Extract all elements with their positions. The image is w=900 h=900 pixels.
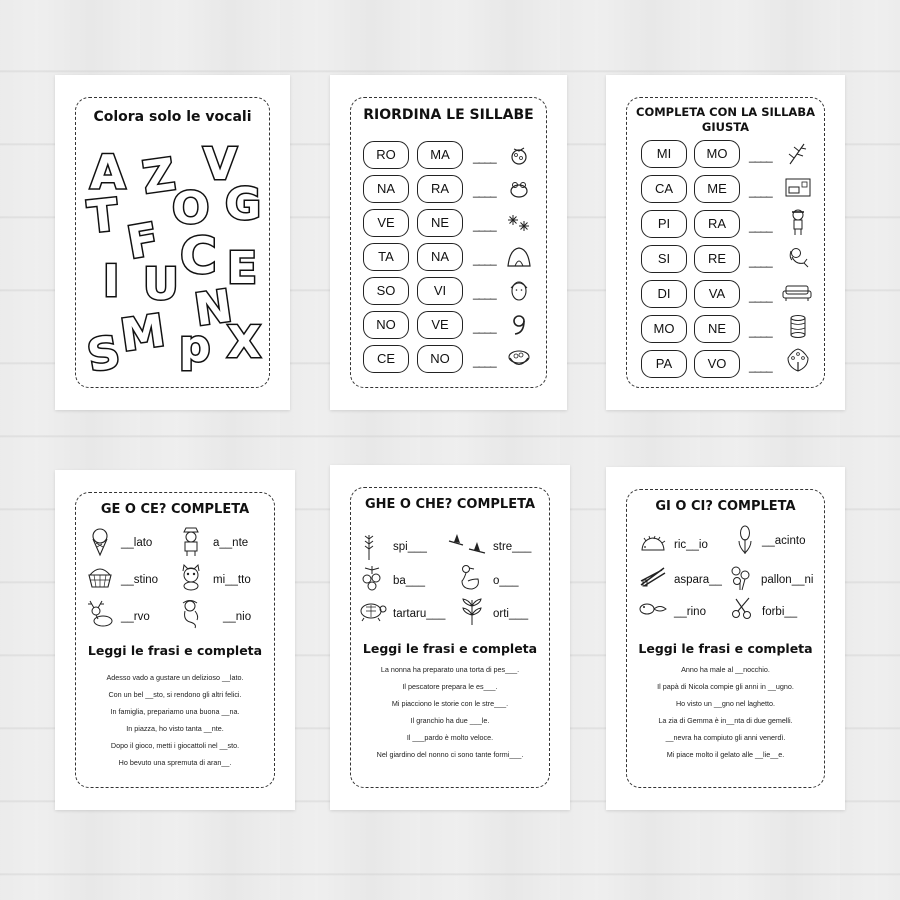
coins-icon bbox=[787, 313, 809, 341]
room-icon bbox=[784, 175, 812, 199]
word-to-complete: forbi__ bbox=[762, 606, 798, 618]
worksheet-ghe-che bbox=[330, 465, 570, 810]
sentence: Il papà di Nicola compie gli anni in __ugno. bbox=[657, 682, 794, 691]
sentence: Adesso vado a gustare un delizioso __lato. bbox=[106, 673, 244, 682]
answer-blank: ____ bbox=[473, 218, 496, 232]
bubble-letter: E bbox=[227, 243, 258, 294]
syllable-tile: RA bbox=[694, 210, 740, 238]
section-subtitle: Leggi le frasi e completa bbox=[638, 641, 813, 656]
answer-blank: ____ bbox=[473, 184, 496, 198]
sentence: Anno ha male al __nocchio. bbox=[681, 665, 770, 674]
genie-icon bbox=[177, 598, 205, 630]
syllable-tile: RO bbox=[363, 141, 409, 169]
sentence: La nonna ha preparato una torta di pes___. bbox=[380, 665, 520, 674]
bubble-letter: G bbox=[225, 179, 262, 230]
syllable-tile: CE bbox=[363, 345, 409, 373]
bubble-letter: T bbox=[85, 189, 121, 244]
branch-icon bbox=[786, 140, 810, 166]
frog-icon bbox=[508, 178, 530, 200]
asparagus-icon bbox=[638, 564, 668, 588]
worksheet-title: GE O CE? COMPLETA bbox=[100, 502, 250, 517]
basket-icon bbox=[506, 347, 532, 369]
wheat-icon bbox=[360, 531, 378, 561]
word-to-complete: __lato bbox=[121, 537, 153, 549]
syllable-tile: SI bbox=[641, 245, 687, 273]
worksheet-border bbox=[626, 489, 825, 788]
bubble-letter: M bbox=[117, 305, 169, 362]
worksheet-vowels bbox=[55, 75, 290, 410]
answer-blank: ____ bbox=[749, 219, 772, 233]
snowflakes-icon bbox=[507, 211, 531, 235]
syllable-tile: VI bbox=[417, 277, 463, 305]
answer-blank: ____ bbox=[749, 359, 772, 373]
worksheet-reorder-syllables bbox=[330, 75, 567, 410]
goose-icon bbox=[456, 563, 482, 593]
bubble-letter: V bbox=[203, 139, 238, 190]
den-icon bbox=[506, 245, 532, 269]
hyacinth-icon bbox=[736, 525, 754, 555]
answer-blank: ____ bbox=[749, 324, 772, 338]
worksheet-title: Colora solo le vocali bbox=[93, 109, 252, 125]
word-to-complete: __stino bbox=[121, 574, 159, 586]
bubble-letter: N bbox=[191, 280, 236, 337]
bubble-letter: I bbox=[103, 256, 120, 307]
ice-cream-icon bbox=[88, 527, 112, 557]
syllable-tile: MO bbox=[641, 315, 687, 343]
sentence: Dopo il gioco, metti i giocattoli nel __sto. bbox=[110, 741, 240, 750]
syllable-tile: VA bbox=[694, 280, 740, 308]
pirate-icon bbox=[787, 207, 809, 237]
word-to-complete: stre___ bbox=[493, 541, 532, 553]
worksheet-title: RIORDINA LE SILLABE bbox=[363, 107, 534, 123]
syllable-tile: VE bbox=[417, 311, 463, 339]
word-to-complete: aspara__ bbox=[674, 574, 722, 586]
police-icon bbox=[178, 525, 204, 557]
word-to-complete: __rino bbox=[674, 606, 706, 618]
sentence: Il granchio ha due ___le. bbox=[410, 716, 490, 725]
witches-icon bbox=[447, 531, 487, 557]
sentence: Mi piacciono le storie con le stre___. bbox=[391, 699, 509, 708]
bubble-letter: O bbox=[172, 183, 210, 234]
sentence: Ho bevuto una spremuta di aran__. bbox=[118, 758, 232, 767]
word-to-complete: o___ bbox=[493, 575, 519, 587]
syllable-tile: RE bbox=[694, 245, 740, 273]
worksheet-title-line-2: GIUSTA bbox=[701, 120, 750, 134]
answer-blank: ____ bbox=[749, 149, 772, 163]
flowers-icon bbox=[728, 563, 754, 591]
syllable-tile: VE bbox=[363, 209, 409, 237]
answer-blank: ____ bbox=[473, 354, 496, 368]
worksheet-ge-ce bbox=[55, 470, 295, 810]
word-to-complete: __acinto bbox=[762, 535, 806, 547]
word-to-complete: ric__io bbox=[674, 539, 708, 551]
turtle-icon bbox=[357, 599, 387, 623]
syllable-tile: ME bbox=[694, 175, 740, 203]
bubble-letter: U bbox=[143, 259, 179, 310]
syllable-tile: NE bbox=[694, 315, 740, 343]
word-to-complete: a__nte bbox=[213, 537, 249, 549]
tadpole-icon bbox=[638, 600, 668, 618]
syllable-tile: DI bbox=[641, 280, 687, 308]
worksheet-title-line-1: COMPLETA CON LA SILLABA bbox=[636, 105, 815, 119]
word-to-complete: mi__tto bbox=[213, 574, 251, 586]
sentence: Ho visto un __gno nel laghetto. bbox=[675, 699, 776, 708]
syllable-tile: NE bbox=[417, 209, 463, 237]
word-to-complete: ba___ bbox=[393, 575, 425, 587]
basket-icon bbox=[86, 563, 114, 591]
syllable-tile: TA bbox=[363, 243, 409, 271]
section-subtitle: Leggi le frasi e completa bbox=[87, 643, 263, 658]
deer-icon bbox=[84, 598, 116, 630]
sentence: Nel giardino del nonno ci sono tante formi___. bbox=[376, 750, 524, 759]
syllable-tile: CA bbox=[641, 175, 687, 203]
word-to-complete: orti___ bbox=[493, 608, 529, 620]
syllable-tile: MO bbox=[694, 140, 740, 168]
worksheet-gi-ci bbox=[606, 467, 845, 810]
berries-icon bbox=[359, 564, 385, 592]
syllable-tile: PA bbox=[641, 350, 687, 378]
word-to-complete: pallon__ni bbox=[761, 574, 814, 586]
sentence: La zia di Gemma è in__nta di due gemelli. bbox=[658, 716, 793, 725]
peacock-icon bbox=[785, 347, 811, 373]
number-nine-icon bbox=[510, 313, 528, 337]
worksheet-title: GI O CI? COMPLETA bbox=[655, 499, 796, 514]
syllable-tile: SO bbox=[363, 277, 409, 305]
bubble-letter: F bbox=[123, 213, 163, 270]
syllable-tile: VO bbox=[694, 350, 740, 378]
word-to-complete: tartaru___ bbox=[393, 608, 446, 620]
mermaid-icon bbox=[786, 245, 810, 271]
sentence: Il ___pardo è molto veloce. bbox=[406, 733, 494, 742]
sentence: Il pescatore prepara le es___. bbox=[402, 682, 498, 691]
answer-blank: ____ bbox=[749, 184, 772, 198]
word-to-complete: __rvo bbox=[121, 611, 150, 623]
sofa-icon bbox=[782, 283, 812, 303]
syllable-tile: RA bbox=[417, 175, 463, 203]
bubble-letter: S bbox=[83, 326, 124, 383]
word-to-complete: __nio bbox=[223, 611, 252, 623]
answer-blank: ____ bbox=[749, 254, 772, 268]
kitten-icon bbox=[177, 563, 205, 591]
syllable-tile: MA bbox=[417, 141, 463, 169]
hedgehog-icon bbox=[639, 535, 667, 555]
word-to-complete: spi___ bbox=[393, 541, 427, 553]
syllable-tile: NO bbox=[363, 311, 409, 339]
syllable-tile: NA bbox=[417, 243, 463, 271]
bubble-letter: C bbox=[180, 227, 217, 285]
answer-blank: ____ bbox=[473, 252, 496, 266]
answer-blank: ____ bbox=[473, 150, 496, 164]
worksheet-title: GHE O CHE? COMPLETA bbox=[364, 497, 536, 512]
syllable-tile: NO bbox=[417, 345, 463, 373]
scissors-icon bbox=[730, 596, 754, 620]
raspberry-icon bbox=[508, 143, 530, 167]
bubble-letter: Z bbox=[139, 149, 179, 204]
section-subtitle: Leggi le frasi e completa bbox=[362, 641, 538, 656]
answer-blank: ____ bbox=[473, 286, 496, 300]
sentence: In famiglia, prepariamo una buona __na. bbox=[110, 707, 240, 716]
answer-blank: ____ bbox=[473, 320, 496, 334]
syllable-tile: MI bbox=[641, 140, 687, 168]
sentence: Con un bel __sto, si rendono gli altri felici. bbox=[108, 690, 242, 699]
bubble-letter: X bbox=[227, 317, 261, 368]
face-icon bbox=[508, 278, 530, 304]
sentence: __nevra ha compiuto gli anni venerdì. bbox=[665, 733, 786, 742]
nettle-icon bbox=[460, 596, 484, 626]
worksheet-complete-syllable bbox=[606, 75, 845, 410]
answer-blank: ____ bbox=[749, 289, 772, 303]
sentence: Mi piace molto il gelato alle __lie__e. bbox=[666, 750, 785, 759]
bubble-letter: A bbox=[90, 145, 126, 199]
bubble-letter: p bbox=[179, 321, 211, 372]
syllable-tile: PI bbox=[641, 210, 687, 238]
syllable-tile: NA bbox=[363, 175, 409, 203]
sentence: In piazza, ho visto tanta __nte. bbox=[126, 724, 224, 733]
